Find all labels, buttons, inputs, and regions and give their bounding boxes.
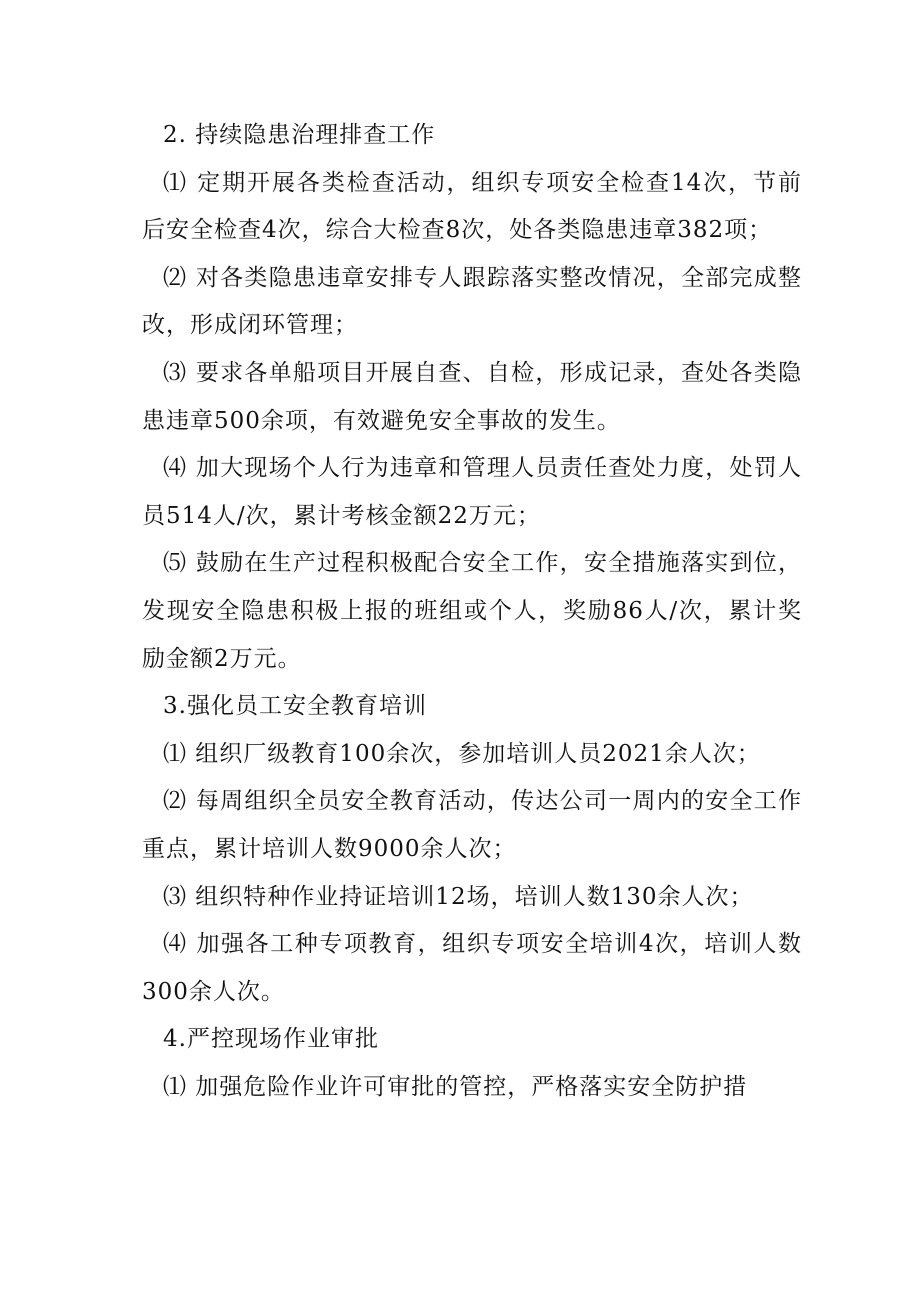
list-item: ⑴ 定期开展各类检查活动，组织专项安全检查14次，节前后安全检查4次，综合大检查8次，处各类隐患违章382项； xyxy=(142,169,802,244)
list-item: ⑵ 每周组织全员安全教育活动，传达公司一周内的安全工作重点，累计培训人数9000余人次； xyxy=(142,788,802,862)
list-item: ⑴ 组织厂级教育100余次，参加培训人员2021余人次； xyxy=(163,740,761,767)
list-item: ⑶ 要求各单船项目开展自查、自检，形成记录，查处各类隐患违章500余项，有效避免安全事故的发生。 xyxy=(142,359,802,434)
list-item: ⑵ 对各类隐患违章安排专人跟踪落实整改情况，全部完成整改，形成闭环管理； xyxy=(142,264,802,339)
section-heading-4: 4.严控现场作业审批 xyxy=(163,1026,379,1053)
list-item: ⑸ 鼓励在生产过程积极配合安全工作，安全措施落实到位，发现安全隐患积极上报的班组或个人，奖励86人/次，累计奖励金额2万元。 xyxy=(142,550,802,672)
section-heading-2: 2. 持续隐患治理排查工作 xyxy=(163,122,436,148)
list-item: ⑷ 加大现场个人行为违章和管理人员责任查处力度，处罚人员514人/次，累计考核金额22万元； xyxy=(142,455,802,529)
list-item: ⑶ 组织特种作业持证培训12场，培训人数130余人次； xyxy=(163,883,754,910)
document-body xyxy=(142,112,802,1111)
list-item: ⑷ 加强各工种专项教育，组织专项安全培训4次，培训人数300余人次。 xyxy=(142,931,802,1005)
section-heading-3: 3.强化员工安全教育培训 xyxy=(163,693,427,720)
list-item: ⑴ 加强危险作业许可审批的管控，严格落实安全防护措 xyxy=(163,1073,748,1100)
